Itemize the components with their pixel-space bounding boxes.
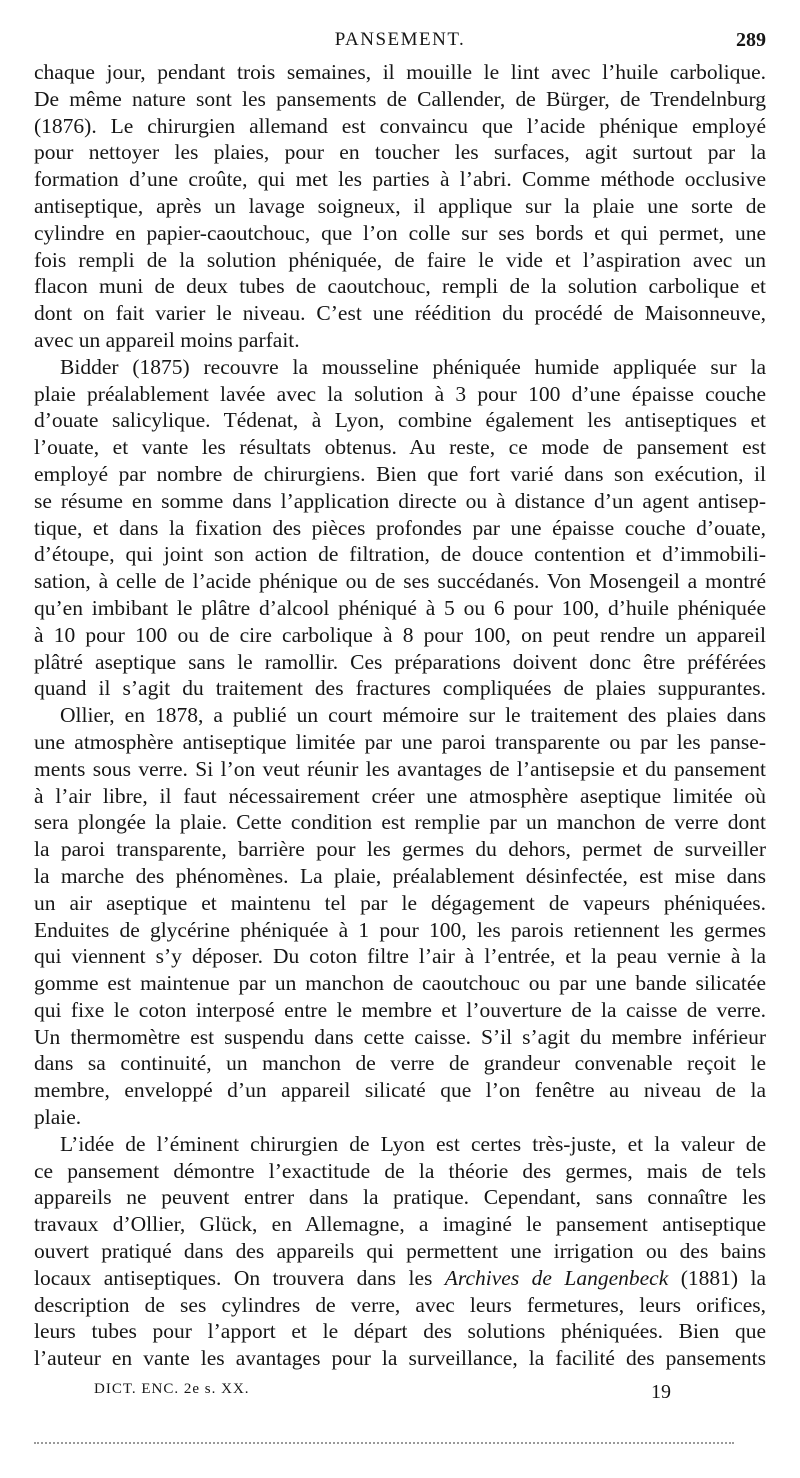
text-line: qu’en imbibant le plâtre d’alcool phéniqué à 5 ou 6 pour 100, d’huile phéniquée [34, 595, 766, 620]
text-line: à 10 pour 100 ou de cire carbolique à 8 pour 100, on peut rendre un appareil [34, 622, 766, 647]
text-line: travaux d’Ollier, Glück, en Allemagne, a imaginé le pansement antiseptique [34, 1212, 766, 1237]
text-line: ments sous verre. Si l’on veut réunir les avantages de l’antisepsie et du pansement [34, 756, 766, 781]
page-footer [34, 1381, 766, 1405]
text-line: d’ouate salicylique. Tédenat, à Lyon, combine également les antiseptiques et [34, 408, 766, 433]
text-line: ce pansement démontre l’exactitude de la théorie des germes, mais de tels [34, 1158, 766, 1183]
text-line [34, 1265, 766, 1292]
sheet-number: 19 [651, 1381, 671, 1403]
body-text [34, 59, 766, 1372]
text-run: locaux antiseptiques. On trouvera dans les [34, 1265, 445, 1290]
text-line: Bidder (1875) recouvre la mousseline phéniquée humide appliquée sur la [60, 354, 766, 379]
text-line: qui viennent s’y déposer. Du coton filtre l’air à l’entrée, et la peau vernie à la [34, 944, 766, 969]
text-line: plaie préalablement lavée avec la solution à 3 pour 100 d’une épaisse couche [34, 381, 766, 406]
text-line: sation, à celle de l’acide phénique ou de ses succédanés. Von Mosengeil a montré [34, 569, 766, 594]
text-line: dont on fait varier le niveau. C’est une réédition du procédé de Maisonneuve, [34, 301, 766, 326]
text-line: gomme est maintenue par un manchon de caoutchouc ou par une bande silicatée [34, 971, 766, 996]
text-line: à l’air libre, il faut nécessairement créer une atmosphère aseptique limitée où [34, 783, 766, 808]
text-line: Ollier, en 1878, a publié un court mémoire sur le traitement des plaies dans [60, 703, 766, 728]
text-line: la paroi transparente, barrière pour les germes du dehors, permet de surveiller [34, 837, 766, 862]
text-line: antiseptique, après un lavage soigneux, il applique sur la plaie une sorte de [34, 193, 766, 218]
text-line: employé par nombre de chirurgiens. Bien que fort varié dans son exécution, il [34, 461, 766, 486]
text-line: De même nature sont les pansements de Callender, de Bürger, de Trendelnburg [34, 86, 766, 111]
text-line: un air aseptique et maintenu tel par le dégagement de vapeurs phéniquées. [34, 890, 766, 915]
text-line: plaie. [34, 1105, 82, 1130]
running-head [34, 29, 766, 53]
running-title: PANSEMENT. [334, 29, 466, 50]
text-line: leurs tubes pour l’apport et le départ des solutions phéniquées. Bien que [34, 1319, 766, 1344]
page-number: 289 [736, 29, 766, 51]
text-run: (1881) la [668, 1265, 766, 1290]
text-line: membre, enveloppé d’un appareil silicaté que l’on fenêtre au niveau de la [34, 1078, 766, 1103]
text-line: une atmosphère antiseptique limitée par une paroi transparente ou par les panse- [34, 729, 766, 754]
text-line: appareils ne peuvent entrer dans la pratique. Cependant, sans connaître les [34, 1185, 766, 1210]
text-line: formation d’une croûte, qui met les parties à l’abri. Comme méthode occlusive [34, 167, 766, 192]
text-line: pour nettoyer les plaies, pour en toucher les surfaces, agit surtout par la [34, 140, 766, 165]
text-line: d’étoupe, qui joint son action de filtration, de douce contention et d’immobili- [34, 542, 766, 567]
text-line: plâtré aseptique sans le ramollir. Ces préparations doivent donc être préférées [34, 649, 766, 674]
text-line: description de ses cylindres de verre, avec leurs fermetures, leurs orifices, [34, 1292, 766, 1317]
text-line: tique, et dans la fixation des pièces profondes par une épaisse couche d’ouate, [34, 515, 766, 540]
text-line: Enduites de glycérine phéniquée à 1 pour 100, les parois retiennent les germes [34, 917, 766, 942]
text-line: sera plongée la plaie. Cette condition est remplie par un manchon de verre dont [34, 810, 766, 835]
text-line: ouvert pratiqué dans des appareils qui permettent une irrigation ou des bains [34, 1239, 766, 1264]
text-line: chaque jour, pendant trois semaines, il mouille le lint avec l’huile carbolique. [34, 60, 766, 84]
text-line: L’idée de l’éminent chirurgien de Lyon est certes très-juste, et la valeur de [60, 1131, 766, 1156]
text-line: Un thermomètre est suspendu dans cette caisse. S’il s’agit du membre inférieur [34, 1024, 766, 1049]
text-line: qui fixe le coton interposé entre le membre et l’ouverture de la caisse de verre. [34, 997, 766, 1022]
text-line: l’ouate, et vante les résultats obtenus. Au reste, ce mode de pansement est [34, 435, 766, 460]
text-line: l’auteur en vante les avantages pour la surveillance, la facilité des pansements [34, 1346, 766, 1371]
text-line: cylindre en papier-caoutchouc, que l’on colle sur ses bords et qui permet, une [34, 220, 766, 245]
text-line: fois rempli de la solution phéniquée, de faire le vide et l’aspiration avec un [34, 247, 766, 272]
text-line: dans sa continuité, un manchon de verre de grandeur convenable reçoit le [34, 1051, 766, 1076]
dotted-rule [34, 1442, 734, 1444]
text-line: flacon muni de deux tubes de caoutchouc, rempli de la solution carbolique et [34, 274, 766, 299]
text-line: se résume en somme dans l’application directe ou à distance d’un agent antisep- [34, 488, 766, 513]
text-line: avec un appareil moins parfait. [34, 327, 300, 352]
text-line: quand il s’agit du traitement des fractures compliquées de plaies suppurantes. [34, 676, 766, 701]
text-line: (1876). Le chirurgien allemand est convaincu que l’acide phénique employé [34, 113, 766, 138]
journal-title: Archives de Langenbeck [444, 1265, 669, 1290]
text-line: la marche des phénomènes. La plaie, préalablement désinfectée, est mise dans [34, 863, 766, 888]
signature-mark: DICT. ENC. 2e s. XX. [94, 1381, 250, 1397]
